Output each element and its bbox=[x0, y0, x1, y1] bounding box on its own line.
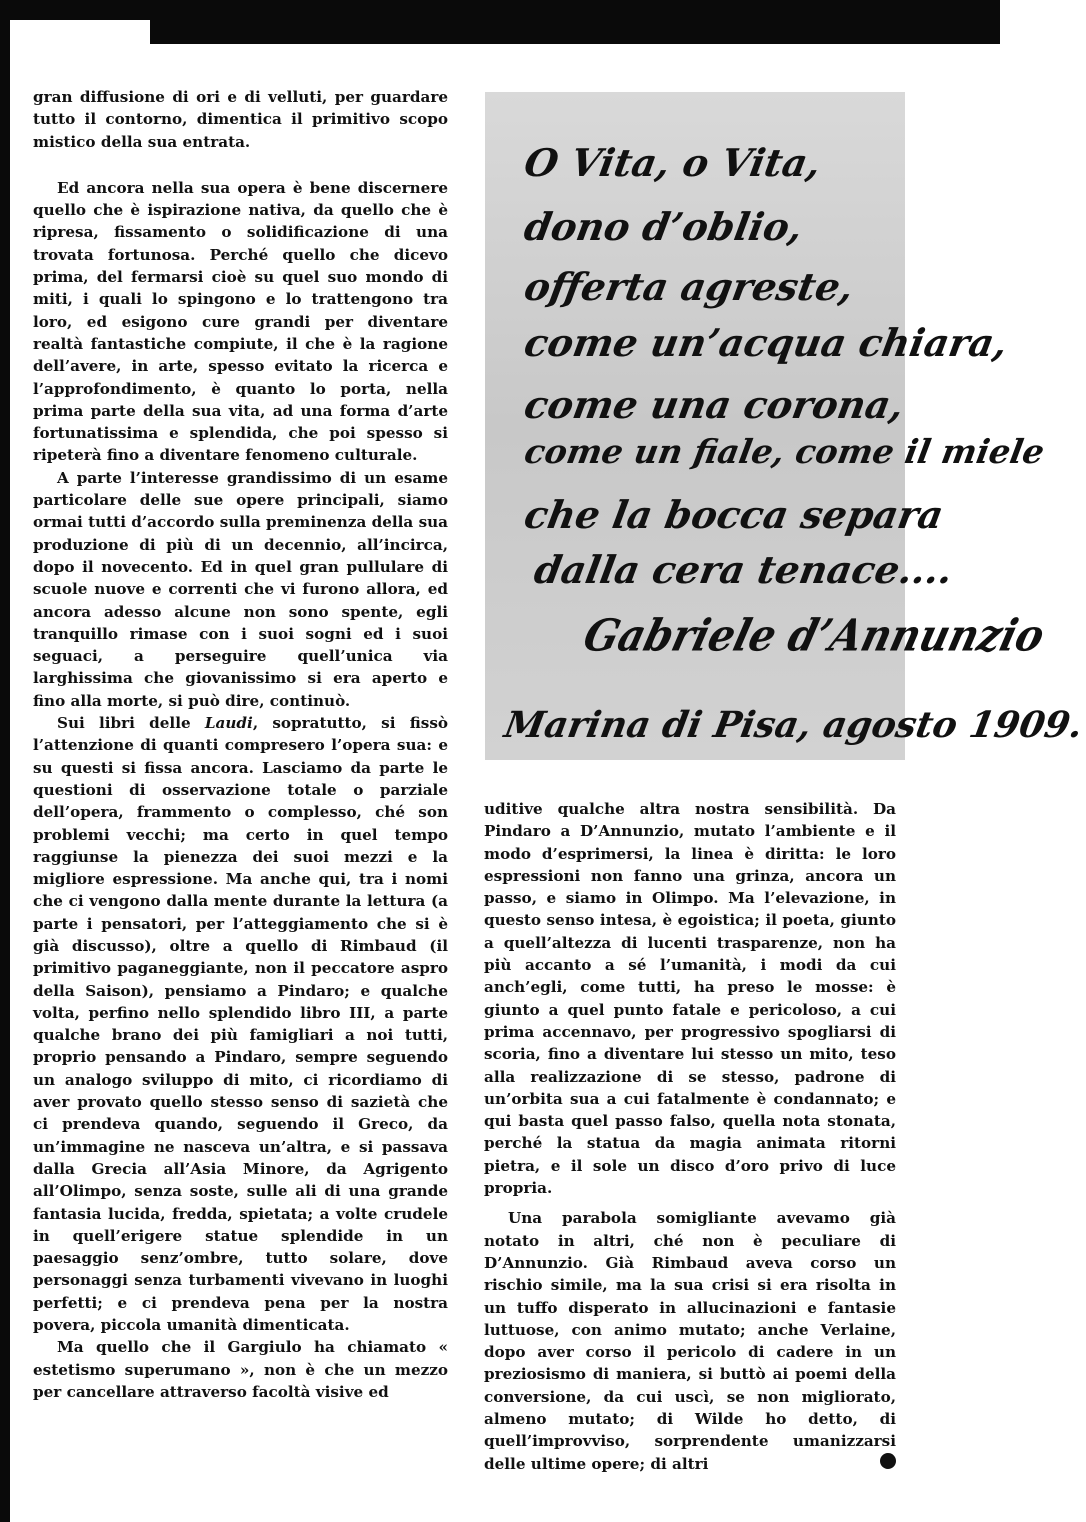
manuscript-line: che la bocca separa bbox=[521, 492, 947, 537]
manuscript-line: dono d’oblio, bbox=[521, 204, 807, 249]
manuscript-line: come una corona, bbox=[521, 382, 908, 427]
manuscript-line: O Vita, o Vita, bbox=[521, 140, 825, 185]
end-bullet-icon bbox=[880, 1453, 896, 1469]
text-run: , sopratutto, si fissò l’attenzione di quanti compresero l’opera sua: e su questi si fissa ancora. Lasciamo da parte le questioni di osservazione totale o parziale dell’opera, frammento o complesso, ché son problemi vecchi; ma certo in quel tempo raggiunse la pienezza dei suoi mezzi e la migliore espressione. Ma anche qui, tra i nomi che ci vengono dalla mente durante la lettura (a parte i pensatori, per l’atteggiamento che si è già discusso), oltre a quello di Rimbaud (il primitivo paganeggiante, non il peccatore aspro della Saison), pensiamo a Pindaro; e qualche volta, perfino nello splendido libro III, a parte qualche brano dei più famigliari a noi tutti, proprio pensando a Pindaro, sempre seguendo un analogo sviluppo di mito, ci ricordiamo di aver provato quello stesso senso di sazietà che ci prendeva quando, seguendo il Greco, da un’immagine ne nasceva un’altra, e si passava dalla Grecia all’Asia Minore, da Agrigento all’Olimpo, senza soste, sulle ali di una grande fantasia lucida, fredda, spietata; a volte crudele in quell’erigere statue splendide in un paesaggio senz’ombre, tutto solare, dove personaggi senza turbamenti vivevano in luoghi perfetti; e ci prendeva pena per la nostra povera, piccola umanità dimenticata. bbox=[33, 714, 448, 1335]
paragraph: gran diffusione di ori e di velluti, per guardare tutto il contorno, dimentica il primitivo scopo mistico della sua entrata. bbox=[33, 88, 448, 151]
signature: Gabriele d’Annunzio bbox=[578, 609, 1050, 662]
paragraph bbox=[33, 712, 448, 1336]
manuscript-line: come un fiale, come il miele bbox=[521, 432, 1048, 471]
handwritten-manuscript-image bbox=[485, 92, 1086, 760]
scan-dot bbox=[916, 44, 921, 49]
manuscript-line: offerta agreste, bbox=[521, 264, 858, 309]
manuscript-place-date: Marina di Pisa, agosto 1909. bbox=[501, 704, 1086, 746]
text-run: Sui libri delle bbox=[57, 714, 205, 733]
manuscript-line: come un’acqua chiara, bbox=[521, 320, 1012, 365]
manuscript-line: dalla cera tenace.... bbox=[531, 547, 957, 592]
book-title-laudi: Laudi bbox=[204, 714, 253, 733]
paragraph: uditive qualche altra nostra sensibilità. Da Pindaro a D’Annunzio, mutato l’ambiente e il modo d’esprimersi, la linea è diritta: le loro espressioni non fanno una grinza, ancora un passo, e siamo in Olimpo. Ma l’elevazione, in questo senso intesa, è egoistica; il poeta, giunto a quell’altezza di lucenti trasparenze, non ha più accanto a sé l’umanità, i modi da cui anch’egli, come tutti, ha preso le mosse: è giunto a quel punto fatale e pericoloso, a cui prima accennavo, per progressivo spogliarsi di scoria, fino a diventare lui stesso un mito, teso alla realizzazione di se stesso, padrone di un’orbita sua a cui fatalmente è condannato; e qui basta quel passo falso, quella nota stonata, perché la statua da magia animata ritorni pietra, e il sole un disco d’oro privo di luce propria. bbox=[484, 800, 896, 1198]
paragraph: Ed ancora nella sua opera è bene discernere quello che è ispirazione nativa, da quello che è ripresa, fissamento o solidificazione di una trovata fortunosa. Perché quello che dicevo prima, del fermarsi cioè su quel suo mondo di miti, i quali lo spingono e lo trattengono tra loro, ed esigono cure grandi per diventare realtà fantastiche compiute, il che è la ragione dell’avere, in arte, spesso evitato la ricerca e l’approfondimento, è quanto lo porta, nella prima parte della sua vita, ad una forma d’arte fortunatissima e splendida, che poi spesso si ripeterà fino a diventare fenomeno culturale. bbox=[33, 178, 448, 465]
top-black-band bbox=[150, 0, 1000, 44]
paragraph: Ma quello che il Gargiulo ha chiamato « estetismo superumano », non è che un mezzo per cancellare attraverso facoltà visive ed bbox=[33, 1338, 448, 1401]
left-black-edge bbox=[0, 20, 10, 1522]
right-text-column bbox=[484, 798, 896, 1475]
left-text-column bbox=[33, 86, 448, 1403]
top-black-band-left bbox=[0, 0, 150, 20]
paragraph: A parte l’interesse grandissimo di un esame particolare delle sue opere principali, siamo ormai tutti d’accordo sulla preminenza della sua produzione di più di un decennio, all’incirca, dopo il novecento. Ed in quel gran pullulare di scuole nuove e correnti che vi furono allora, ed ancora adesso alcune non sono spente, egli tranquillo rimase con i suoi sogni ed i suoi seguaci, a perseguire quell’unica via larghissima che giovanissimo si era aperto e fino alla morte, si può dire, continuò. bbox=[33, 468, 448, 710]
paragraph: Una parabola somigliante avevamo già notato in altri, ché non è peculiare di D’Annunzio. Già Rimbaud aveva corso un rischio simile, ma la sua crisi si era risolta in un tuffo disperato in allucinazioni e fantasie luttuose, con animo mutato; anche Verlaine, dopo aver corso il pericolo di cadere in un preziosismo di maniera, si buttò ai poemi della conversione, da cui uscì, se non migliorato, almeno mutato; di Wilde ho detto, di quell’improvviso, sorprendente umanizzarsi delle ultime opere; di altri bbox=[484, 1209, 896, 1473]
